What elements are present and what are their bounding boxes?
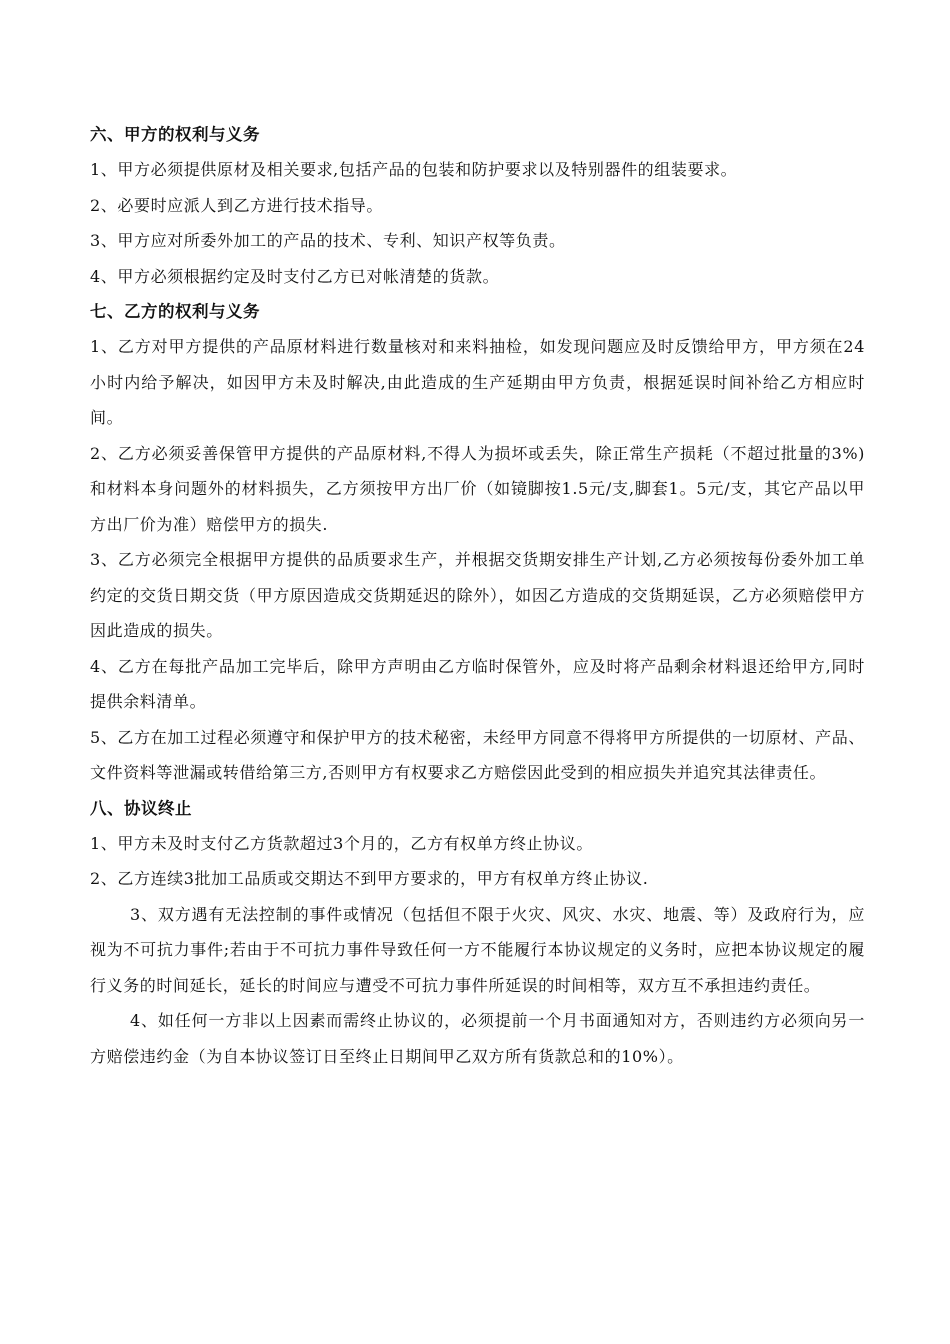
party-b-clause-5: 5、乙方在加工过程必须遵守和保护甲方的技术秘密，未经甲方同意不得将甲方所提供的一切原材、产品、文件资料等泄漏或转借给第三方,否则甲方有权要求乙方赔偿因此受到的相应损失并追究其法律责任。	[90, 727, 865, 782]
party-b-clause-4: 4、乙方在每批产品加工完毕后，除甲方声明由乙方临时保管外，应及时将产品剩余材料退还给甲方,同时提供余料清单。	[90, 656, 865, 711]
section-heading-party-b: 七、乙方的权利与义务	[90, 302, 260, 321]
party-b-clause-1: 1、乙方对甲方提供的产品原材料进行数量核对和来料抽检，如发现问题应及时反馈给甲方，甲方须在24 小时内给予解决，如因甲方未及时解决,由此造成的生产延期由甲方负责，根据延误时间补给乙方相应时间。	[90, 337, 882, 427]
party-a-clause-4: 4、甲方必须根据约定及时支付乙方已对帐清楚的货款。	[90, 266, 500, 286]
party-a-clause-1: 1、甲方必须提供原材及相关要求,包括产品的包装和防护要求以及特别器件的组装要求。	[90, 160, 738, 179]
party-a-clause-3: 3、甲方应对所委外加工的产品的技术、专利、知识产权等负责。	[90, 231, 566, 250]
termination-clause-3: 3、双方遇有无法控制的事件或情况（包括但不限于火灾、风灾、水灾、地震、等）及政府行为，应视为不可抗力事件;若由于不可抗力事件导致任何一方不能履行本协议规定的义务时，应把本协议规定的履行义务的时间延长，延长的时间应与遭受不可抗力事件所延误的时间相等，双方互不承担违约责任。	[90, 904, 865, 995]
party-a-clause-2: 2、必要时应派人到乙方进行技术指导。	[90, 195, 383, 215]
section-heading-termination: 八、协议终止	[90, 798, 192, 818]
document-body	[90, 117, 882, 1074]
party-b-clause-2: 2、乙方必须妥善保管甲方提供的产品原材料,不得人为损坏或丢失，除正常生产损耗（不超过批量的3%)和材料本身问题外的材料损失，乙方须按甲方出厂价（如镜脚按1.5元/支,脚套1。5元/支，其它产品以甲方出厂价为准）赔偿甲方的损失.	[90, 443, 865, 534]
termination-clause-2: 2、乙方连续3批加工品质或交期达不到甲方要求的，甲方有权单方终止协议.	[90, 869, 649, 888]
termination-clause-4: 4、如任何一方非以上因素而需终止协议的，必须提前一个月书面通知对方，否则违约方必须向另一方赔偿违约金（为自本协议签订日至终止日期间甲乙双方所有货款总和的10%）。	[90, 1011, 865, 1066]
section-heading-party-a: 六、甲方的权利与义务	[90, 125, 260, 144]
party-b-clause-3: 3、乙方必须完全根据甲方提供的品质要求生产，并根据交货期安排生产计划,乙方必须按每份委外加工单约定的交货日期交货（甲方原因造成交货期延迟的除外），如因乙方造成的交货期延误，乙方必须赔偿甲方因此造成的损失。	[90, 550, 865, 640]
termination-clause-1: 1、甲方未及时支付乙方货款超过3个月的，乙方有权单方终止协议。	[90, 833, 593, 853]
